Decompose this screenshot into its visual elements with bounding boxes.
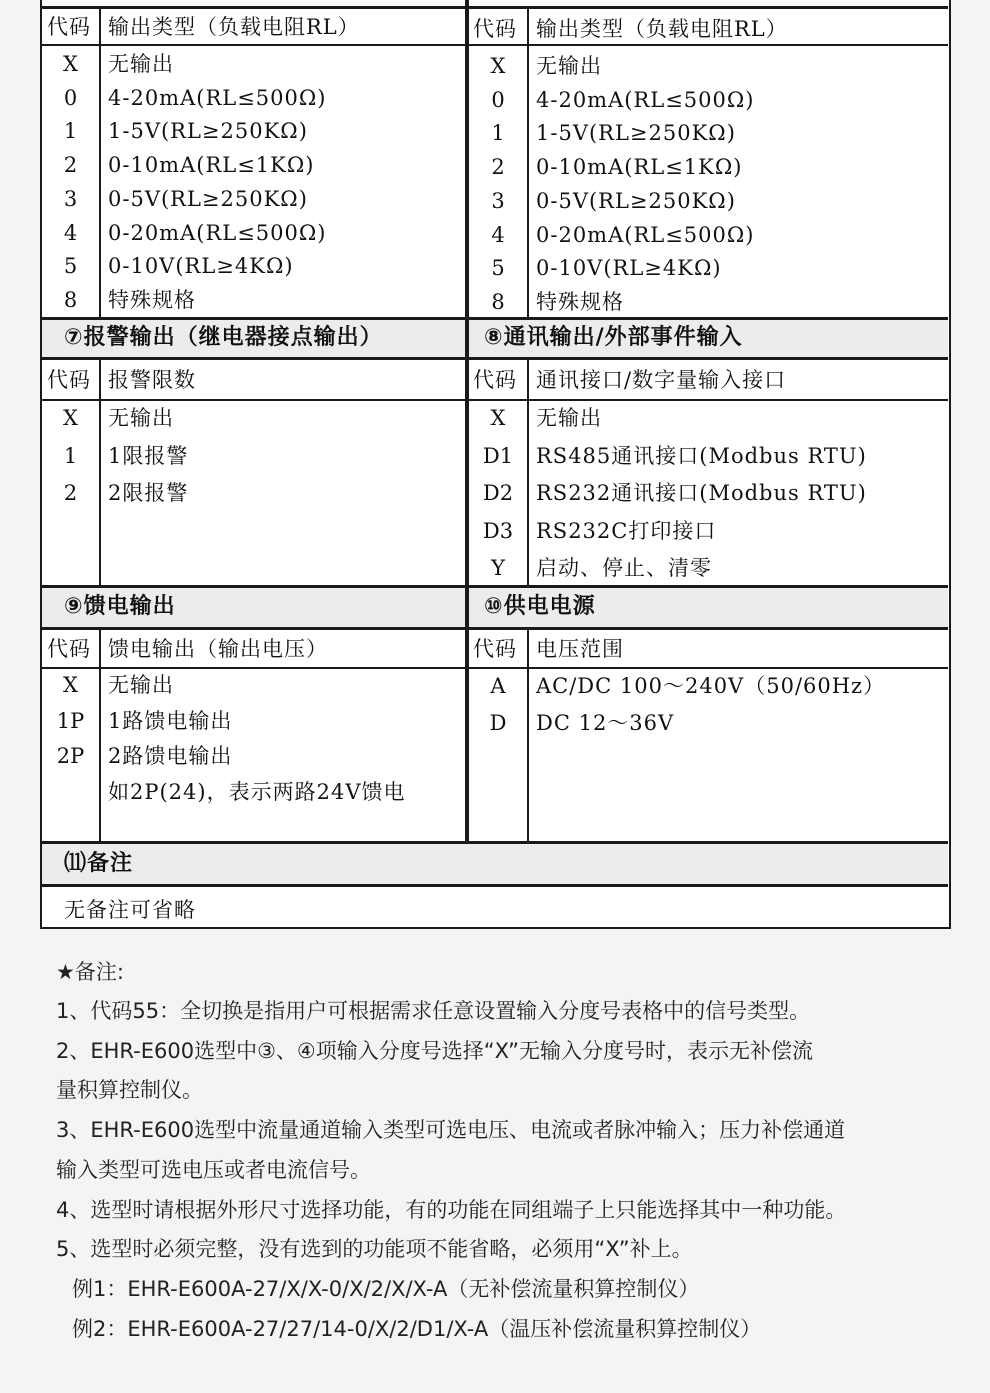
row-text: 0-5V(RL≥250KΩ) bbox=[536, 188, 736, 213]
row-text: DC 12～36V bbox=[536, 711, 675, 735]
row-text: 1-5V(RL≥250KΩ) bbox=[108, 119, 308, 144]
row-code: 8 bbox=[491, 289, 505, 314]
sec9-title: ⑨馈电输出 bbox=[64, 594, 176, 619]
sec11-text: 无备注可省略 bbox=[64, 898, 196, 922]
row-code: Y bbox=[491, 556, 505, 580]
row-code: D bbox=[489, 711, 507, 735]
t6-left-head-code: 代码 bbox=[47, 15, 91, 39]
row-code: A bbox=[490, 674, 506, 698]
row-code: 1 bbox=[63, 443, 78, 468]
row-text: 特殊规格 bbox=[536, 289, 624, 314]
row-code: 2 bbox=[63, 153, 78, 178]
row-text: 0-20mA(RL≤500Ω) bbox=[536, 222, 755, 247]
row-code: 1 bbox=[63, 119, 78, 144]
row-code: 3 bbox=[491, 188, 505, 213]
row-text: RS232C打印接口 bbox=[536, 518, 717, 543]
row-code: 5 bbox=[63, 254, 78, 279]
row-code: X bbox=[490, 54, 506, 78]
row-text: 2路馈电输出 bbox=[108, 744, 233, 768]
note-line: 输入类型可选电压或者电流信号。 bbox=[56, 1157, 371, 1182]
sec10-title: ⑩供电电源 bbox=[484, 594, 596, 619]
row-code: D1 bbox=[482, 443, 514, 468]
sec8-title: ⑧通讯输出/外部事件输入 bbox=[484, 325, 743, 350]
row-text: 0-10V(RL≥4KΩ) bbox=[536, 256, 722, 281]
row-text: RS232通讯接口(Modbus RTU) bbox=[536, 481, 867, 505]
row-code: 4 bbox=[63, 220, 78, 245]
t6-right-head-type: 输出类型（负载电阻RL） bbox=[536, 17, 788, 41]
note-line: 例1：EHR-E600A-27/X/X-0/X/2/X/X-A（无补偿流量积算控制仪） bbox=[72, 1276, 700, 1301]
row-text: 0-10V(RL≥4KΩ) bbox=[108, 254, 294, 279]
row-code: 0 bbox=[491, 87, 505, 112]
row-code: X bbox=[63, 52, 78, 76]
row-code: 2P bbox=[56, 744, 85, 768]
note-line: 2、EHR-E600选型中③、④项输入分度号选择“X”无输入分度号时，表示无补偿流 bbox=[56, 1038, 814, 1063]
sec7-head-code: 代码 bbox=[47, 368, 91, 392]
row-text: 2限报警 bbox=[108, 481, 189, 505]
row-code: X bbox=[490, 406, 506, 430]
sec7-head-type: 报警限数 bbox=[108, 368, 196, 392]
row-code: 8 bbox=[63, 287, 78, 312]
row-text: 无输出 bbox=[536, 406, 602, 430]
sec10-head-code: 代码 bbox=[473, 637, 517, 661]
sec8-head-type: 通讯接口/数字量输入接口 bbox=[536, 368, 787, 392]
row-text: 启动、停止、清零 bbox=[536, 556, 712, 580]
notes-heading: ★备注: bbox=[56, 960, 124, 984]
row-text: 1-5V(RL≥250KΩ) bbox=[536, 121, 736, 146]
row-text: 无输出 bbox=[108, 52, 174, 76]
row-code: 1 bbox=[491, 121, 505, 146]
t6-left-head-type: 输出类型（负载电阻RL） bbox=[108, 15, 360, 39]
row-text: 无输出 bbox=[108, 673, 174, 697]
row-code: X bbox=[63, 673, 78, 697]
sec8-head-code: 代码 bbox=[473, 368, 517, 392]
row-text: 特殊规格 bbox=[108, 287, 196, 312]
note-line: 例2：EHR-E600A-27/27/14-0/X/2/D1/X-A（温压补偿流量积算控制仪） bbox=[72, 1316, 762, 1341]
row-code: 0 bbox=[63, 85, 78, 110]
row-text: 4-20mA(RL≤500Ω) bbox=[108, 85, 327, 110]
row-text: 4-20mA(RL≤500Ω) bbox=[536, 87, 755, 112]
row-text: 无输出 bbox=[536, 54, 602, 78]
row-text: 1路馈电输出 bbox=[108, 708, 233, 733]
row-code: 2 bbox=[63, 481, 78, 505]
sec9-head-code: 代码 bbox=[47, 637, 91, 661]
row-code: D3 bbox=[482, 518, 514, 543]
row-code: 2 bbox=[491, 155, 505, 180]
row-code: 1P bbox=[56, 708, 85, 733]
note-line: 量积算控制仪。 bbox=[56, 1078, 203, 1103]
row-code: 3 bbox=[63, 186, 78, 211]
sec11-title: ⑾备注 bbox=[64, 851, 134, 876]
note-line: 1、代码55：全切换是指用户可根据需求任意设置输入分度号表格中的信号类型。 bbox=[56, 999, 811, 1023]
row-text: 0-5V(RL≥250KΩ) bbox=[108, 186, 308, 211]
sec10-head-type: 电压范围 bbox=[536, 637, 624, 661]
row-code: D2 bbox=[482, 481, 514, 505]
row-code: 4 bbox=[491, 222, 505, 247]
row-text: AC/DC 100～240V（50/60Hz） bbox=[536, 674, 886, 698]
row-text: 0-10mA(RL≤1KΩ) bbox=[108, 153, 315, 178]
row-text: 无输出 bbox=[108, 406, 174, 430]
row-text: RS485通讯接口(Modbus RTU) bbox=[536, 443, 867, 468]
t6-right-head-code: 代码 bbox=[473, 17, 517, 41]
row-text: 0-20mA(RL≤500Ω) bbox=[108, 220, 327, 245]
note-line: 5、选型时必须完整，没有选到的功能项不能省略，必须用“X”补上。 bbox=[56, 1237, 693, 1262]
spec-table bbox=[40, 0, 951, 929]
row-text: 如2P(24)，表示两路24V馈电 bbox=[108, 779, 406, 804]
row-text: 1限报警 bbox=[108, 443, 189, 468]
row-code: 5 bbox=[491, 256, 505, 281]
note-line: 4、选型时请根据外形尺寸选择功能，有的功能在同组端子上只能选择其中一种功能。 bbox=[56, 1197, 847, 1222]
row-text: 0-10mA(RL≤1KΩ) bbox=[536, 155, 743, 180]
note-line: 3、EHR-E600选型中流量通道输入类型可选电压、电流或者脉冲输入；压力补偿通道 bbox=[56, 1118, 846, 1143]
sec7-title: ⑦报警输出（继电器接点输出） bbox=[64, 325, 383, 350]
sec9-head-type: 馈电输出（输出电压） bbox=[108, 637, 328, 661]
row-code: X bbox=[63, 406, 78, 430]
